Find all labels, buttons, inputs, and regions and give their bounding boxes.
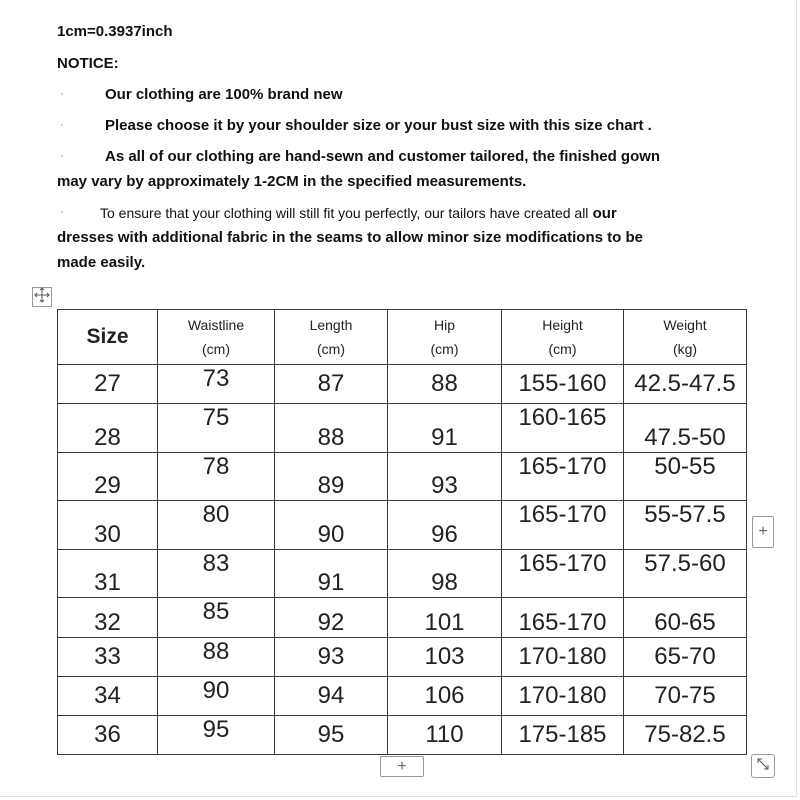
cell-waistline: 88 [158, 638, 275, 677]
cell-hip: 101 [388, 598, 502, 638]
cell-length: 90 [275, 501, 388, 550]
table-row [58, 365, 747, 404]
cell-height: 165-170 [502, 598, 624, 638]
bullet-4: · [60, 206, 64, 218]
cell-waistline: 95 [158, 716, 275, 755]
table-resize-handle[interactable] [751, 754, 775, 778]
table-row [58, 598, 747, 638]
unit-conversion: 1cm=0.3937inch [57, 23, 173, 40]
cell-length: 87 [275, 365, 388, 404]
cell-length: 88 [275, 404, 388, 453]
add-row-button[interactable] [380, 756, 424, 777]
plus-icon: + [758, 523, 768, 540]
bullet-2: · [60, 119, 64, 131]
cell-length: 94 [275, 677, 388, 716]
header-waistline: Waistline (cm) [158, 310, 275, 365]
cell-height: 165-170 [502, 550, 624, 598]
bullet-1: · [60, 88, 64, 100]
cell-length: 91 [275, 550, 388, 598]
cell-waistline: 83 [158, 550, 275, 598]
table-header-row [58, 310, 747, 365]
cell-hip: 88 [388, 365, 502, 404]
notice-line-3b: may vary by approximately 1-2CM in the specified measurements. [57, 173, 527, 190]
cell-height: 165-170 [502, 501, 624, 550]
size-chart-table [57, 309, 747, 755]
cell-height: 170-180 [502, 677, 624, 716]
cell-length: 95 [275, 716, 388, 755]
cell-size: 29 [58, 453, 158, 501]
notice-line-3a: As all of our clothing are hand-sewn and customer tailored, the finished gown [105, 148, 661, 165]
notice-line-4a-end: our [592, 205, 617, 222]
cell-weight: 60-65 [624, 598, 747, 638]
header-size: Size [58, 310, 158, 365]
cell-size: 27 [58, 365, 158, 404]
cell-weight: 50-55 [624, 453, 747, 501]
notice-line-4a [100, 203, 617, 224]
notice-line-4c: made easily. [57, 254, 146, 271]
cell-hip: 93 [388, 453, 502, 501]
cell-hip: 96 [388, 501, 502, 550]
cell-waistline: 78 [158, 453, 275, 501]
cell-weight: 55-57.5 [624, 501, 747, 550]
cell-size: 28 [58, 404, 158, 453]
cell-weight: 65-70 [624, 638, 747, 677]
cell-waistline: 73 [158, 365, 275, 404]
bullet-3: · [60, 150, 64, 162]
cell-weight: 75-82.5 [624, 716, 747, 755]
notice-line-4b: dresses with additional fabric in the seams to allow minor size modifications to be [57, 229, 643, 246]
cell-weight: 57.5-60 [624, 550, 747, 598]
cell-height: 165-170 [502, 453, 624, 501]
cell-hip: 106 [388, 677, 502, 716]
cell-waistline: 90 [158, 677, 275, 716]
add-column-button[interactable] [752, 516, 774, 548]
header-length: Length (cm) [275, 310, 388, 365]
cell-height: 170-180 [502, 638, 624, 677]
notice-title: NOTICE: [57, 55, 119, 72]
table-row [58, 716, 747, 755]
notice-line-4a-start: To ensure that your clothing will still fit you perfectly, our tailors have created all [100, 205, 589, 221]
cell-size: 30 [58, 501, 158, 550]
cell-size: 32 [58, 598, 158, 638]
plus-icon: + [397, 757, 407, 775]
header-hip: Hip (cm) [388, 310, 502, 365]
cell-hip: 103 [388, 638, 502, 677]
table-row [58, 453, 747, 501]
cell-waistline: 85 [158, 598, 275, 638]
cell-length: 93 [275, 638, 388, 677]
move-icon [34, 287, 50, 308]
notice-line-2: Please choose it by your shoulder size or your bust size with this size chart . [105, 117, 652, 134]
cell-weight: 42.5-47.5 [624, 365, 747, 404]
cell-size: 33 [58, 638, 158, 677]
cell-weight: 70-75 [624, 677, 747, 716]
cell-hip: 98 [388, 550, 502, 598]
table-row [58, 638, 747, 677]
cell-length: 89 [275, 453, 388, 501]
table-row [58, 677, 747, 716]
cell-length: 92 [275, 598, 388, 638]
cell-size: 36 [58, 716, 158, 755]
cell-weight: 47.5-50 [624, 404, 747, 453]
notice-line-1: Our clothing are 100% brand new [105, 86, 343, 103]
table-move-handle[interactable] [32, 287, 52, 307]
cell-hip: 91 [388, 404, 502, 453]
cell-height: 155-160 [502, 365, 624, 404]
header-weight: Weight (kg) [624, 310, 747, 365]
header-height: Height (cm) [502, 310, 624, 365]
cell-size: 31 [58, 550, 158, 598]
table-row [58, 404, 747, 453]
cell-waistline: 75 [158, 404, 275, 453]
cell-height: 175-185 [502, 716, 624, 755]
table-row [58, 501, 747, 550]
table-row [58, 550, 747, 598]
cell-hip: 110 [388, 716, 502, 755]
resize-icon [755, 756, 771, 777]
cell-size: 34 [58, 677, 158, 716]
cell-waistline: 80 [158, 501, 275, 550]
cell-height: 160-165 [502, 404, 624, 453]
